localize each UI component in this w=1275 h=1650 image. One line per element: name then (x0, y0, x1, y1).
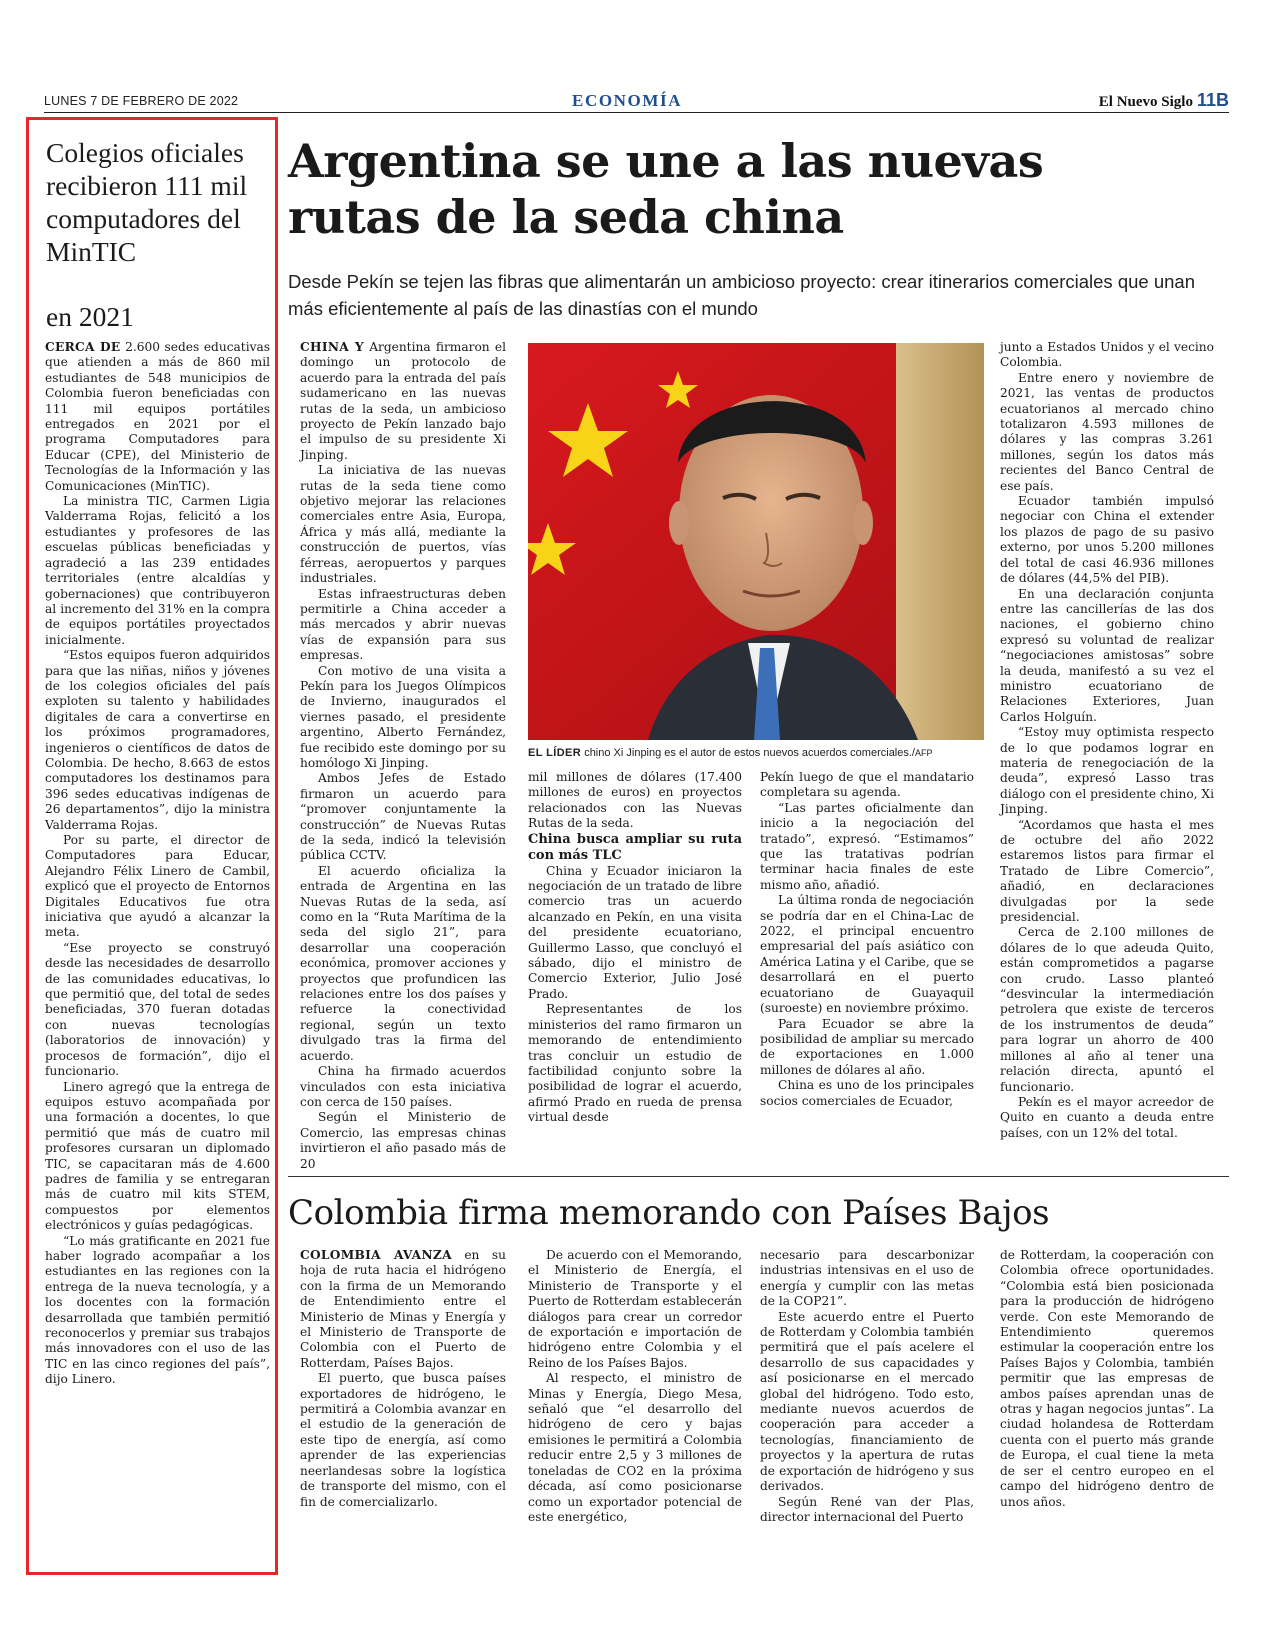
sidebar-paragraph: La ministra TIC, Carmen Ligia Valderrama Rojas, felicitó a los estudiantes y profesores de las escuelas públicas beneficiadas y agradeció a las 239 entidades territoriales (entre alcaldías y gobernaciones) que contribuyeron al incremento del 31% en la compra de equipos portátiles proyectados inicialmente. (45, 494, 270, 647)
second-paragraph-text: en su hoja de ruta hacia el hidrógeno con la firma de un Memorando de Entendimiento entre el Ministerio de Minas y Energía y el Ministerio de Transporte de Colombia con el Puerto de Rotterdam, Países Bajos. (300, 1248, 506, 1370)
main-paragraph: “Estoy muy optimista respecto de lo que podamos lograr en materia de renegociación de la deuda”, expresó Lasso tras diálogo con el presidente chino, Xi Jinping. (1000, 725, 1215, 817)
main-paragraph: junto a Estados Unidos y el vecino Colombia. (1000, 340, 1214, 370)
main-column-3 (760, 770, 974, 1109)
second-paragraph: necesario para descarbonizar industrias intensivas en el uso de energía y cumplir con las metas de la COP21”. (760, 1248, 974, 1309)
issue-date: LUNES 7 DE FEBRERO DE 2022 (44, 94, 239, 108)
sidebar-paragraph: “Ese proyecto se construyó desde las necesidades de desarrollo de las comunidades educativas, lo que permitió que, del total de sedes beneficiadas, 370 fueran dotadas con nuevas tecnologías (laboratorios de innovación) y procesos de formación”, dijo el funcionario. (45, 940, 270, 1079)
main-paragraph: Con motivo de una visita a Pekín para los Juegos Olímpicos de Invierno, inaugurados el viernes pasado, el presidente argentino, Alberto Fernández, fue recibido este domingo por su homólogo Xi Jinping. (300, 663, 506, 770)
sidebar-article-body (45, 340, 270, 1388)
second-paragraph: Este acuerdo entre el Puerto de Rotterdam y Colombia también permitirá que el país acelere el desarrollo de sus capacidades y así posicionarse en el mercado global del hidrógeno. Todo esto, mediante nuevos acuerdos de cooperación para acceder a tecnologías, financiamiento de proyectos y la apertura de rutas de exportación de hidrógeno y sus derivados. (760, 1309, 974, 1494)
sidebar-paragraph-text: 2.600 sedes educativas que atienden a más de 860 mil estudiantes de 548 municipios de Colombia fueron beneficiadas con 111 mil equipos portátiles entregados en 2021 por el programa Computadores para Educar (CPE), del Ministerio de Tecnologías de la Información y las Comunicaciones (MinTIC). (45, 340, 270, 493)
main-paragraph: En una declaración conjunta entre las cancillerías de las dos naciones, el gobierno chino expresó su voluntad de realizar “negociaciones amistosas” sobre la deuda, manifestó a su vez el ministro ecuatoriano de Relaciones Exteriores, Juan Carlos Holguín. (1000, 586, 1214, 724)
caption-lead-in: EL LÍDER (528, 747, 582, 759)
main-paragraph: La última ronda de negociación se podría dar en el China-Lac de 2022, el principal encuentro empresarial del país asiático con América Latina y el Caribe, que se desarrollará en el puerto ecuatoriano de Guayaquil (suroeste) en noviembre próximo. (760, 893, 974, 1016)
sidebar-headline-year: en 2021 (46, 301, 134, 332)
page-number: 11B (1196, 90, 1229, 110)
sidebar-lead-in: CERCA DE (45, 340, 121, 354)
second-paragraph: De acuerdo con el Memorando, el Ministerio de Energía, el Ministerio de Transporte y el Puerto de Rotterdam establecerán diálogos para crear un corredor de exportación e importación de hidrógeno entre Colombia y el Reino de los Países Bajos. (528, 1248, 742, 1370)
main-paragraph: “Acordamos que hasta el mes de octubre del año 2022 estaremos listos para firmar el Tratado de Libre Comercio”, añadió, en declaraciones divulgadas por la sede presidencial. (1000, 817, 1214, 925)
main-paragraph: Ecuador también impulsó negociar con China el extender los plazos de pago de su pasivo externo, por unos 5.200 millones del total de casi 46.936 millones de dólares (44,5% del PIB). (1000, 494, 1214, 586)
main-paragraph: El acuerdo oficializa la entrada de Argentina en las Nuevas Rutas de la seda, así como en la “Ruta Marítima de la seda del siglo 21”, para desarrollar una cooperación económica, promover acciones y proyectos que profundicen las relaciones entre los dos países y refuerce la conectividad regional, según un texto divulgado tras la firma del acuerdo. (300, 863, 506, 1063)
main-paragraph: Para Ecuador se abre la posibilidad de ampliar su mercado de exportaciones en 1.000 millones de dólares al año. (760, 1016, 974, 1077)
main-paragraph: Representantes de los ministerios del ramo firmaron un memorando de entendimiento tras concluir un estudio de factibilidad conjunto sobre la posibilidad de lograr el acuerdo, afirmó Prado en rueda de prensa virtual desde (528, 1002, 742, 1125)
main-paragraph: Pekín es el mayor acreedor de Quito en cuanto a deuda entre países, con un 12% del total. (1000, 1094, 1214, 1140)
second-paragraph: El puerto, que busca países exportadores de hidrógeno, le permitirá a Colombia avanzar en el estudio de la generación de este tipo de energía, así como aprender de las experiencias neerlandesas sobre la logística de transporte del mismo, con el fin de comercializarlo. (300, 1371, 506, 1509)
caption-text: chino Xi Jinping es el autor de estos nuevos acuerdos comerciales./ (584, 747, 915, 759)
sidebar-paragraph: “Estos equipos fueron adquiridos para que las niñas, niños y jóvenes de los colegios oficiales del país exploten su talento y habilidades digitales de cara a convertirse en los próximos programadores, ingenieros o científicos de datos de Colombia. De hecho, 8.663 de estos computadores los destinamos para 396 sedes educativas indígenas de 26 departamentos”, dijo la ministra Valderrama Rojas. (45, 648, 270, 832)
main-paragraph: Cerca de 2.100 millones de dólares de lo que adeuda Quito, están comprometidos a pagarse con crudo. Lasso planteó “desvincular la intermediación petrolera que existe de terceros de los instrumentos de deuda” para lograr un ahorro de 400 millones al año al tener una relación directa, apuntó el funcionario. (1000, 925, 1214, 1094)
main-paragraph: China y Ecuador iniciaron la negociación de un tratado de libre comercio tras un acuerdo alcanzado en Pekín, en una visita del presidente ecuatoriano, Guillermo Lasso, que concluyó el sábado, dijo el ministro de Comercio Exterior, Julio José Prado. (528, 863, 742, 1001)
main-column-4 (1000, 340, 1214, 1141)
main-paragraph: China es uno de los principales socios comerciales de Ecuador, (760, 1078, 974, 1108)
main-paragraph-text: Argentina firmaron el domingo un protocolo de acuerdo para la entrada del país sudamericano en las nuevas rutas de la seda, un ambicioso proyecto de Pekín lanzado bajo el impulso de su presidente Xi Jinping. (300, 340, 506, 462)
sidebar-paragraph: Linero agregó que la entrega de equipos estuvo acompañada por una formación a docentes, lo que permitió que más de cuatro mil profesores cursaran un diplomado TIC, se capacitaran más de 4.600 padres de familia y se entregaran más de cuatro mil kits STEM, compuestos por elementos electrónicos y guías pedagógicas. (45, 1079, 270, 1233)
main-paragraph (300, 340, 506, 463)
main-lead-in: CHINA Y (300, 340, 364, 354)
header-rule (44, 112, 1229, 113)
main-paragraph: La iniciativa de las nuevas rutas de la seda tiene como objetivo mejorar las relaciones comerciales entre Asia, Europa, África y más allá, mediante la construcción de puertos, vías férreas, aeropuertos y parques industriales. (300, 463, 506, 586)
xi-jinping-photo (528, 343, 984, 740)
newspaper-masthead (1099, 90, 1229, 111)
second-column-2 (528, 1248, 742, 1525)
photo-caption (528, 746, 988, 760)
second-paragraph (300, 1248, 506, 1371)
second-column-3 (760, 1248, 974, 1525)
main-paragraph: Ambos Jefes de Estado firmaron un acuerdo para “promover conjuntamente la construcción” de Nuevas Rutas de la seda, indicó la televisión pública CCTV. (300, 771, 506, 863)
photo-credit: AFP (914, 748, 933, 758)
second-lead-in: COLOMBIA AVANZA (300, 1248, 452, 1262)
second-paragraph: de Rotterdam, la cooperación con Colombia ofrece oportunidades. “Colombia está bien posicionada para la producción de hidrógeno verde. Con este Memorando de Entendimiento queremos estimular la cooperación entre los Países Bajos y Colombia, también permitir que las empresas de ambos países aprendan unas de otras y hagan negocios juntas”. La ciudad holandesa de Rotterdam cuenta con el puerto más grande de Europa, el cual tiene la meta de ser el centro europeo en el campo del hidrógeno dentro de unos años. (1000, 1248, 1214, 1509)
sidebar-paragraph (45, 340, 270, 494)
portrait-illustration (528, 343, 984, 740)
main-headline: Argentina se une a las nuevas rutas de la seda china (288, 134, 1044, 244)
main-column-1 (300, 340, 506, 1172)
main-paragraph: Estas infraestructuras deben permitirle a China acceder a más mercados y abrir nuevas vías de expansión para sus empresas. (300, 586, 506, 663)
main-paragraph: China ha firmado acuerdos vinculados con esta iniciativa con cerca de 150 países. (300, 1064, 506, 1109)
second-column-4 (1000, 1248, 1214, 1510)
story-divider (288, 1176, 1229, 1177)
newspaper-name: El Nuevo Siglo (1098, 94, 1193, 110)
section-name: ECONOMÍA (572, 91, 683, 110)
main-paragraph: “Las partes oficialmente dan inicio a la negociación del tratado”, expresó. “Estimamos” que las tratativas podrían terminar hacia finales de este mismo año, añadió. (760, 800, 974, 892)
main-paragraph: Según el Ministerio de Comercio, las empresas chinas invirtieron el año pasado más de 20 (300, 1110, 506, 1171)
main-subheadline: Desde Pekín se tejen las fibras que alimentarán un ambicioso proyecto: crear itinerarios comerciales que unan más eficientemente al país de las dinastías con el mundo (288, 271, 1195, 319)
second-column-1 (300, 1248, 506, 1510)
main-paragraph: Pekín luego de que el mandatario completara su agenda. (760, 770, 974, 800)
second-headline: Colombia firma memorando con Países Bajos (288, 1193, 1050, 1233)
sidebar-paragraph: Por su parte, el director de Computadores para Educar, Alejandro Félix Linero de Cambil, explicó que el proyecto de Entornos Digitales Educativos fue otra iniciativa que ayudó a alcanzar la meta. (45, 833, 270, 940)
sidebar-paragraph: “Lo más gratificante en 2021 fue haber logrado acompañar a los estudiantes en las regiones con la entrega de la nueva tecnología, y a los docentes con la formación desarrollada que también permitió reconocerlos y premiar sus trabajos más innovadores con el uso de las TIC en las cinco regiones del país”, dijo Linero. (45, 1233, 270, 1387)
sidebar-headline: Colegios oficiales recibieron 111 mil computadores del MinTIC (46, 137, 248, 267)
main-column-2 (528, 770, 742, 1126)
second-paragraph: Al respecto, el ministro de Minas y Energía, Diego Mesa, señaló que “el desarrollo del hidrógeno de cero y bajas emisiones le permitirá a Colombia reducir entre 2,5 y 3 millones de toneladas de CO2 en la próxima década, así como posicionarse como un exportador potencial de este energético, (528, 1371, 742, 1524)
main-paragraph: mil millones de dólares (17.400 millones de euros) en proyectos relacionados con las Nuevas Rutas de la seda. (528, 770, 742, 831)
second-paragraph: Según René van der Plas, director internacional del Puerto (760, 1494, 974, 1524)
main-paragraph: Entre enero y noviembre de 2021, las ventas de productos ecuatorianos al mercado chino totalizaron 4.593 millones de dólares y las compras 3.261 millones, según los datos más recientes del Banco Central de ese país. (1000, 370, 1214, 493)
main-section-subheading: China busca ampliar su ruta con más TLC (528, 831, 742, 863)
